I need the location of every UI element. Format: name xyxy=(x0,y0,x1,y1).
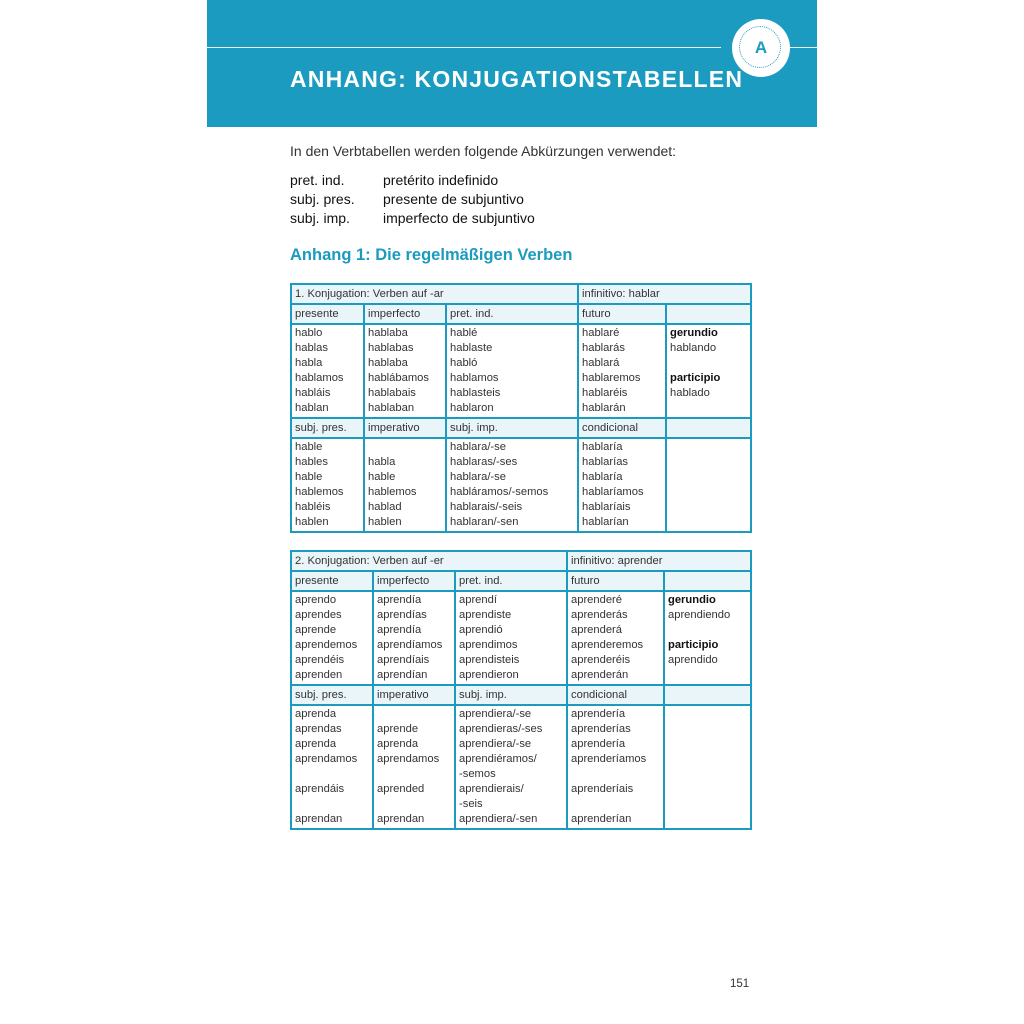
verb-form: habláramos/-semos xyxy=(450,486,549,498)
badge-letter: A xyxy=(754,38,768,57)
verb-form: aprenda xyxy=(377,738,419,750)
verb-form xyxy=(571,797,660,812)
chapter-header xyxy=(207,0,817,127)
verb-form: aprendemos xyxy=(295,639,358,651)
verb-form: hablaron xyxy=(450,402,494,414)
abbreviation-key: subj. imp. xyxy=(290,210,350,226)
verb-form: aprenderemos xyxy=(571,639,644,651)
spacer xyxy=(670,356,747,371)
verb-form: aprendería xyxy=(571,708,626,720)
cell-imperativo xyxy=(373,705,455,829)
verb-form: hables xyxy=(295,456,328,468)
verb-form: habláis xyxy=(295,387,331,399)
col-head: subj. pres. xyxy=(291,418,364,438)
verb-form: aprendéis xyxy=(295,654,345,666)
verb-form: aprendería xyxy=(571,738,626,750)
verb-form: habla xyxy=(295,357,323,369)
cell-subj-imp xyxy=(446,438,578,532)
col-head: subj. imp. xyxy=(455,685,567,705)
verb-form: hablarían xyxy=(582,516,629,528)
verb-form: hablen xyxy=(368,516,402,528)
conjugation-table-er xyxy=(290,550,752,830)
verb-form: aprendamos xyxy=(377,753,440,765)
table-body-row xyxy=(291,324,751,418)
gerundio-value: hablando xyxy=(670,342,717,354)
verb-form: hablaban xyxy=(368,402,415,414)
col-head-empty xyxy=(664,571,751,591)
verb-form: hablaras/-ses xyxy=(450,456,518,468)
verb-form: aprendiera/-sen xyxy=(459,813,538,825)
cell-forms xyxy=(664,591,751,685)
col-head: imperfecto xyxy=(373,571,455,591)
verb-form: hablaríamos xyxy=(582,486,644,498)
verb-form: aprendierais/ xyxy=(459,783,524,795)
col-head: imperativo xyxy=(373,685,455,705)
verb-form: aprendiéramos/ xyxy=(459,753,537,765)
cell-imperativo xyxy=(364,438,446,532)
table-body-row xyxy=(291,705,751,829)
verb-form: aprenderían xyxy=(571,813,632,825)
abbreviation-key: pret. ind. xyxy=(290,172,345,188)
verb-form: hablo xyxy=(295,327,323,339)
verb-form: hablarán xyxy=(582,402,626,414)
intro-text: In den Verbtabellen werden folgende Abkürzungen verwendet: xyxy=(290,143,677,159)
cell-subj-pres xyxy=(291,438,364,532)
verb-form: hablasteis xyxy=(450,387,501,399)
verb-form: aprenderéis xyxy=(571,654,631,666)
col-head: imperfecto xyxy=(364,304,446,324)
verb-form: aprenden xyxy=(295,669,343,681)
verb-form: hable xyxy=(295,471,323,483)
col-head: presente xyxy=(291,304,364,324)
verb-form: aprendiera/-se xyxy=(459,738,532,750)
verb-form: aprenderé xyxy=(571,594,623,606)
verb-form: aprendieras/-ses xyxy=(459,723,543,735)
cell-empty xyxy=(664,705,751,829)
verb-form: hablarías xyxy=(582,456,629,468)
verb-form: hablaran/-sen xyxy=(450,516,519,528)
verb-form xyxy=(377,767,451,782)
verb-form: aprendíais xyxy=(377,654,430,666)
table-body-row xyxy=(291,591,751,685)
chapter-title: ANHANG: KONJUGATIONSTABELLEN xyxy=(290,66,744,92)
verb-form: hablara/-se xyxy=(450,441,506,453)
cell-futuro xyxy=(578,324,666,418)
verb-form xyxy=(295,797,369,812)
table-body-row xyxy=(291,438,751,532)
table-title: 1. Konjugation: Verben auf -ar xyxy=(291,284,578,304)
verb-form: hablaba xyxy=(368,357,408,369)
verb-form xyxy=(571,767,660,782)
verb-form: aprendían xyxy=(377,669,428,681)
col-head-empty xyxy=(666,418,751,438)
cell-pret-ind xyxy=(446,324,578,418)
verb-form: hablaréis xyxy=(582,387,628,399)
table-title: 2. Konjugation: Verben auf -er xyxy=(291,551,567,571)
col-head: futuro xyxy=(578,304,666,324)
verb-form: hablabais xyxy=(368,387,416,399)
verb-form: hablas xyxy=(295,342,328,354)
cell-imperfecto xyxy=(364,324,446,418)
cell-forms xyxy=(666,324,751,418)
abbreviation-meaning: imperfecto de subjuntivo xyxy=(383,210,535,226)
participio-value: aprendido xyxy=(668,654,718,666)
cell-presente xyxy=(291,591,373,685)
verb-form: aprenda xyxy=(295,738,337,750)
verb-form: aprended xyxy=(377,783,425,795)
verb-form: aprendan xyxy=(295,813,343,825)
verb-form: aprenda xyxy=(295,708,337,720)
cell-presente xyxy=(291,324,364,418)
cell-pret-ind xyxy=(455,591,567,685)
participio-label: participio xyxy=(670,372,721,384)
table-title-row xyxy=(291,551,751,571)
col-head: pret. ind. xyxy=(455,571,567,591)
gerundio-value: aprendiendo xyxy=(668,609,731,621)
verb-form: habléis xyxy=(295,501,331,513)
verb-form: aprendió xyxy=(459,624,503,636)
verb-form: aprendan xyxy=(377,813,425,825)
cell-subj-imp xyxy=(455,705,567,829)
verb-form: aprenderíamos xyxy=(571,753,647,765)
verb-form: hablaríais xyxy=(582,501,631,513)
gerundio-label: gerundio xyxy=(670,327,718,339)
verb-form: aprendáis xyxy=(295,783,345,795)
verb-form: hablamos xyxy=(450,372,499,384)
verb-form: aprendí xyxy=(459,594,497,606)
verb-form: hablarás xyxy=(582,342,625,354)
verb-form: aprenderá xyxy=(571,624,623,636)
verb-form: hablen xyxy=(295,516,329,528)
table-head-row xyxy=(291,571,751,591)
abbreviation-meaning: presente de subjuntivo xyxy=(383,191,524,207)
table-head-row xyxy=(291,418,751,438)
verb-form: aprendo xyxy=(295,594,337,606)
abbreviation-meaning: pretérito indefinido xyxy=(383,172,499,188)
verb-form: aprendes xyxy=(295,609,342,621)
conjugation-table-ar xyxy=(290,283,752,533)
col-head: imperativo xyxy=(364,418,446,438)
gerundio-label: gerundio xyxy=(668,594,716,606)
verb-form xyxy=(377,707,451,722)
header-rule xyxy=(207,47,721,48)
verb-form: aprendas xyxy=(295,723,342,735)
verb-form: aprendisteis xyxy=(459,654,520,666)
verb-form: aprenderás xyxy=(571,609,628,621)
verb-form: hablará xyxy=(582,357,620,369)
verb-form xyxy=(377,797,451,812)
verb-form: aprenderías xyxy=(571,723,631,735)
table-infinitive: infinitivo: hablar xyxy=(578,284,751,304)
verb-form: -semos xyxy=(459,768,496,780)
col-head-empty xyxy=(666,304,751,324)
verb-form: aprendíamos xyxy=(377,639,443,651)
verb-form: aprendamos xyxy=(295,753,358,765)
table-head-row xyxy=(291,304,751,324)
verb-form: habla xyxy=(368,456,396,468)
col-head: pret. ind. xyxy=(446,304,578,324)
section-title: Anhang 1: Die regelmäßigen Verben xyxy=(290,246,573,264)
col-head-empty xyxy=(664,685,751,705)
verb-form: hablaría xyxy=(582,441,623,453)
cell-subj-pres xyxy=(291,705,373,829)
participio-value: hablado xyxy=(670,387,710,399)
verb-form: -seis xyxy=(459,798,483,810)
verb-form: hablábamos xyxy=(368,372,429,384)
verb-form: hablaste xyxy=(450,342,493,354)
table-title-row xyxy=(291,284,751,304)
participio-label: participio xyxy=(668,639,719,651)
col-head: futuro xyxy=(567,571,664,591)
cell-futuro xyxy=(567,591,664,685)
verb-form: hablé xyxy=(450,327,478,339)
cell-condicional xyxy=(567,705,664,829)
verb-form: hablarais/-seis xyxy=(450,501,523,513)
verb-form: aprenderán xyxy=(571,669,629,681)
cell-imperfecto xyxy=(373,591,455,685)
verb-form: aprendieron xyxy=(459,669,519,681)
verb-form: hablaré xyxy=(582,327,620,339)
verb-form xyxy=(295,767,369,782)
verb-form: hablabas xyxy=(368,342,414,354)
verb-form: aprende xyxy=(377,723,419,735)
col-head: presente xyxy=(291,571,373,591)
col-head: condicional xyxy=(567,685,664,705)
cell-condicional xyxy=(578,438,666,532)
verb-form: habló xyxy=(450,357,478,369)
verb-form: aprendía xyxy=(377,624,422,636)
verb-form: aprendiste xyxy=(459,609,512,621)
verb-form: hablad xyxy=(368,501,402,513)
verb-form: hablaba xyxy=(368,327,408,339)
table-infinitive: infinitivo: aprender xyxy=(567,551,751,571)
verb-form: aprendiera/-se xyxy=(459,708,532,720)
verb-form: hable xyxy=(368,471,396,483)
verb-form: hablaremos xyxy=(582,372,641,384)
verb-form: aprendía xyxy=(377,594,422,606)
col-head: subj. imp. xyxy=(446,418,578,438)
verb-form: aprende xyxy=(295,624,337,636)
header-rule-right xyxy=(787,47,817,48)
verb-form: aprenderíais xyxy=(571,783,634,795)
col-head: condicional xyxy=(578,418,666,438)
spacer xyxy=(668,623,747,638)
page-number: 151 xyxy=(730,978,750,990)
verb-form: hable xyxy=(295,441,323,453)
verb-form: hablemos xyxy=(295,486,344,498)
verb-form: hablamos xyxy=(295,372,344,384)
verb-form: hablemos xyxy=(368,486,417,498)
verb-form: aprendimos xyxy=(459,639,518,651)
verb-form: hablan xyxy=(295,402,329,414)
verb-form: hablara/-se xyxy=(450,471,506,483)
table-head-row xyxy=(291,685,751,705)
verb-form xyxy=(368,440,442,455)
col-head: subj. pres. xyxy=(291,685,373,705)
abbreviation-key: subj. pres. xyxy=(290,191,355,207)
verb-form: hablaría xyxy=(582,471,623,483)
cell-empty xyxy=(666,438,751,532)
verb-form: aprendías xyxy=(377,609,427,621)
